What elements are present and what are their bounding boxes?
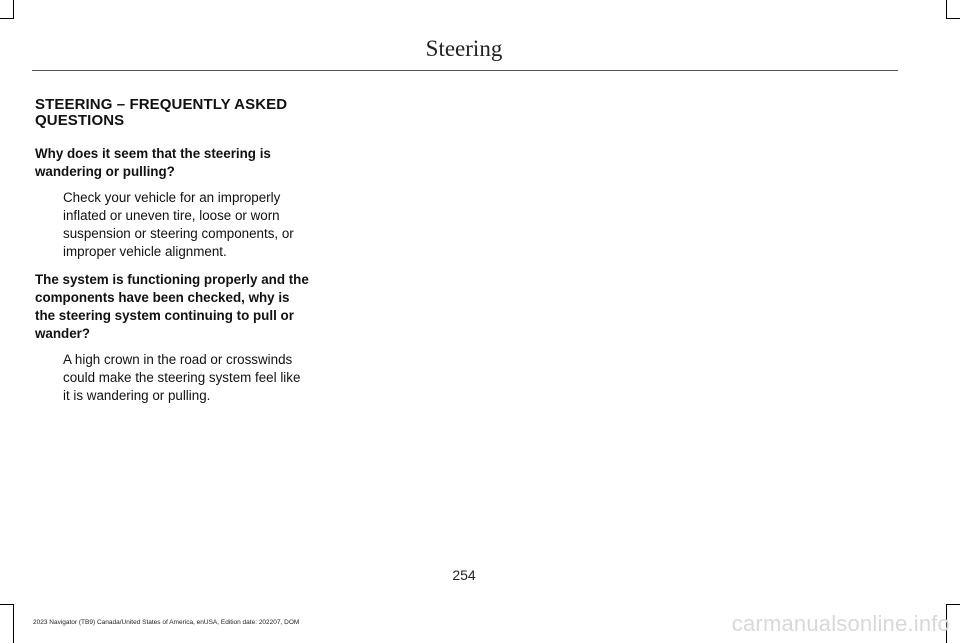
edition-footer: 2023 Navigator (TB9) Canada/United States of America, enUSA, Edition date: 202207, DOM xyxy=(33,619,300,626)
page-header-title: Steering xyxy=(425,36,503,61)
watermark: carmanualsonline.info xyxy=(731,611,950,636)
content-column xyxy=(35,97,310,405)
crop-mark-top-left-horizontal xyxy=(0,18,14,19)
faq-answer-2: A high crown in the road or crosswinds could make the steering system feel like it is wandering or pulling. xyxy=(63,352,301,403)
header-divider xyxy=(32,70,898,71)
crop-mark-top-right-horizontal xyxy=(946,18,960,19)
crop-mark-bottom-right-horizontal xyxy=(946,604,960,605)
crop-mark-bottom-left-horizontal xyxy=(0,604,14,605)
faq-answer-1: Check your vehicle for an improperly inflated or uneven tire, loose or worn suspension or steering components, or improper vehicle alignment. xyxy=(63,190,294,259)
faq-question-1: Why does it seem that the steering is wandering or pulling? xyxy=(35,146,271,179)
section-heading: STEERING – FREQUENTLY ASKED QUESTIONS xyxy=(35,96,288,129)
page-number: 254 xyxy=(452,567,476,583)
crop-mark-bottom-left-vertical xyxy=(13,604,14,643)
faq-question-2: The system is functioning properly and the components have been checked, why is the steering system continuing to pull or wander? xyxy=(35,272,309,341)
crop-mark-top-left-vertical xyxy=(13,0,14,19)
crop-mark-top-right-vertical xyxy=(946,0,947,19)
